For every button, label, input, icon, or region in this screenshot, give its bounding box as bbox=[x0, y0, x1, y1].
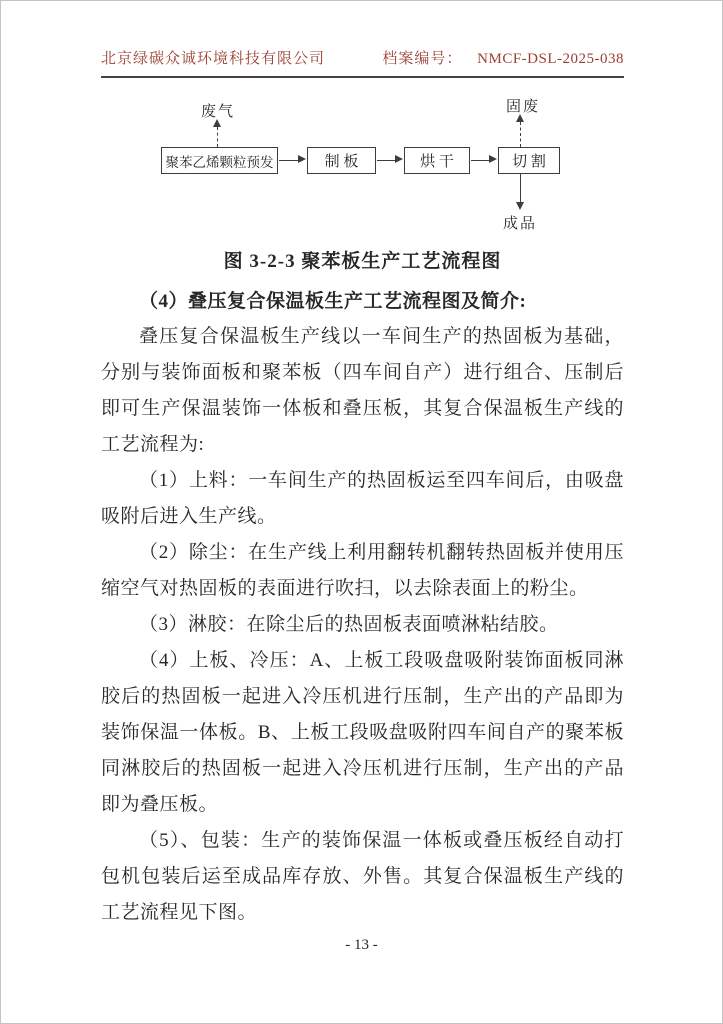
waste-gas-label: 废气 bbox=[201, 104, 236, 120]
paragraph-step-1-loading: （1）上料：一车间生产的热固板运至四车间后，由吸盘吸附后进入生产线。 bbox=[101, 470, 624, 527]
flow-arrow-2-head-icon bbox=[395, 155, 403, 163]
product-arrowhead-icon bbox=[516, 202, 524, 210]
flow-arrow-1-head-icon bbox=[298, 155, 306, 163]
waste-gas-dashed-line bbox=[217, 127, 218, 147]
product-label: 成品 bbox=[503, 216, 538, 232]
process-flowchart bbox=[101, 97, 624, 232]
section-heading: （4）叠压复合保温板生产工艺流程图及简介: bbox=[139, 291, 527, 312]
flow-step-box-board-making: 制 板 bbox=[307, 147, 376, 174]
archive-number-field bbox=[382, 47, 624, 68]
archive-label: 档案编号： bbox=[382, 51, 463, 67]
flow-arrow-3-head-icon bbox=[489, 155, 497, 163]
flow-step-box-prefoaming: 聚苯乙烯颗粒预发 bbox=[161, 147, 278, 174]
solid-waste-label: 固废 bbox=[506, 99, 541, 115]
paragraph-step-2-dedusting: （2）除尘：在生产线上利用翻转机翻转热固板并使用压缩空气对热固板的表面进行吹扫，以去除表面上的粉尘。 bbox=[101, 542, 624, 599]
flow-arrow-1-line bbox=[279, 160, 298, 161]
page-number: - 13 - bbox=[345, 937, 378, 953]
solid-waste-dashed-line bbox=[520, 122, 521, 147]
paragraph-step-3-gluing: （3）淋胶：在除尘后的热固板表面喷淋粘结胶。 bbox=[139, 614, 559, 635]
product-line bbox=[520, 174, 521, 202]
paragraph-step-4-pressing: （4）上板、冷压：A、上板工段吸盘吸附装饰面板同淋胶后的热固板一起进入冷压机进行压制，生产出的产品即为装饰保温一体板。B、上板工段吸盘吸附四车间自产的聚苯板同淋胶后的热固板一起进入冷压机进行压制，生产出的产品即为叠压板。 bbox=[101, 650, 624, 815]
waste-gas-arrowhead-icon bbox=[213, 119, 221, 127]
flow-step-box-cutting: 切 割 bbox=[498, 147, 560, 174]
paragraph-intro: 叠压复合保温板生产线以一车间生产的热固板为基础，分别与装饰面板和聚苯板（四车间自产）进行组合、压制后即可生产保温装饰一体板和叠压板，其复合保温板生产线的工艺流程为: bbox=[101, 326, 624, 455]
archive-number: NMCF-DSL-2025-038 bbox=[477, 51, 624, 67]
paragraph-step-5-packing: （5）、包装：生产的装饰保温一体板或叠压板经自动打包机包装后运至成品库存放、外售。其复合保温板生产线的工艺流程见下图。 bbox=[101, 830, 624, 923]
flow-step-box-drying: 烘 干 bbox=[404, 147, 470, 174]
document-header bbox=[101, 1, 624, 78]
figure-caption: 图 3-2-3 聚苯板生产工艺流程图 bbox=[223, 251, 502, 272]
flow-arrow-3-line bbox=[471, 160, 489, 161]
company-name: 北京绿碳众诚环境科技有限公司 bbox=[101, 51, 326, 67]
page-content bbox=[1, 1, 722, 931]
solid-waste-arrowhead-icon bbox=[516, 114, 524, 122]
flow-arrow-2-line bbox=[377, 160, 395, 161]
